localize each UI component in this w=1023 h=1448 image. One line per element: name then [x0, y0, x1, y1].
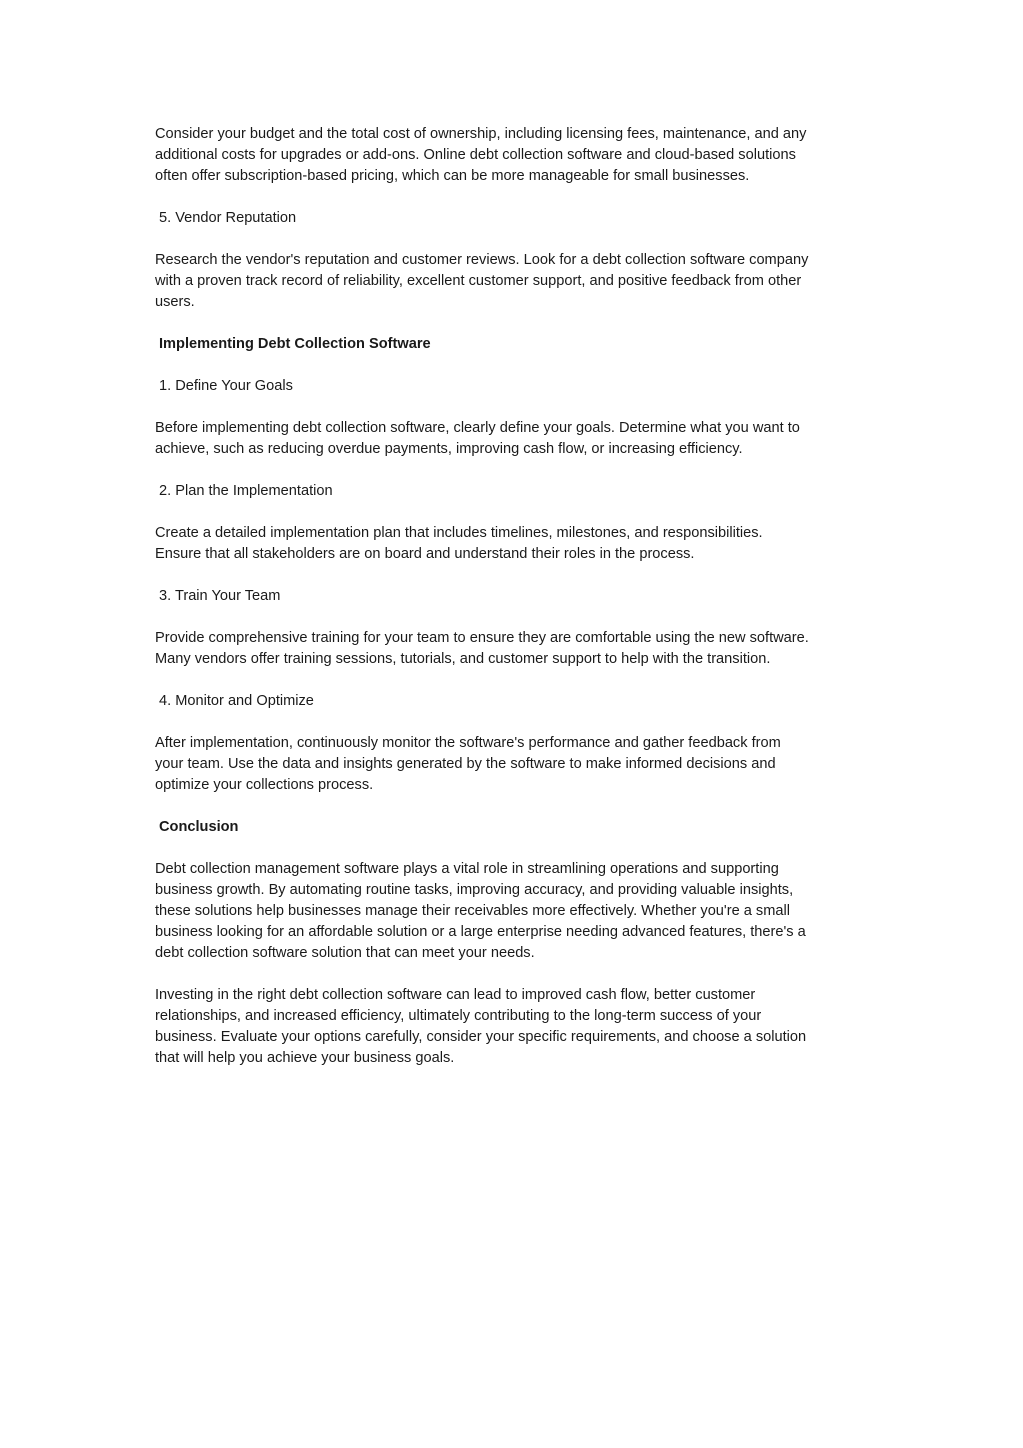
text-line: additional costs for upgrades or add-ons. Online debt collection software and cloud-based solutions	[155, 147, 796, 163]
text-line: Provide comprehensive training for your team to ensure they are comfortable using the new software.	[155, 630, 809, 646]
text-line: Consider your budget and the total cost of ownership, including licensing fees, maintenance, and any	[155, 126, 807, 142]
conclusion-paragraph-1	[155, 859, 885, 964]
budget-paragraph	[155, 124, 885, 187]
text-line: debt collection software solution that can meet your needs.	[155, 945, 535, 961]
text-line: business growth. By automating routine tasks, improving accuracy, and providing valuable insights,	[155, 882, 794, 898]
define-goals-title: 1. Define Your Goals	[159, 378, 293, 394]
text-line: Ensure that all stakeholders are on board and understand their roles in the process.	[155, 546, 695, 562]
text-line: Many vendors offer training sessions, tutorials, and customer support to help with the transition.	[155, 651, 771, 667]
text-line: business looking for an affordable solution or a large enterprise needing advanced features, there's a	[155, 924, 806, 940]
text-line: Create a detailed implementation plan that includes timelines, milestones, and responsibilities.	[155, 525, 763, 541]
text-line: users.	[155, 294, 195, 310]
text-line: achieve, such as reducing overdue payments, improving cash flow, or increasing efficiency.	[155, 441, 743, 457]
implementing-heading: Implementing Debt Collection Software	[159, 336, 431, 352]
monitor-title: 4. Monitor and Optimize	[159, 693, 314, 709]
text-line: relationships, and increased efficiency, ultimately contributing to the long-term success of your	[155, 1008, 762, 1024]
text-line: that will help you achieve your business goals.	[155, 1050, 455, 1066]
conclusion-heading: Conclusion	[159, 819, 239, 835]
document-body	[155, 124, 885, 1090]
text-line: business. Evaluate your options carefully, consider your specific requirements, and choose a solution	[155, 1029, 807, 1045]
text-line: Research the vendor's reputation and customer reviews. Look for a debt collection software company	[155, 252, 809, 268]
vendor-reputation-title: 5. Vendor Reputation	[159, 210, 297, 226]
vendor-reputation-paragraph	[155, 250, 885, 313]
plan-paragraph	[155, 523, 885, 565]
text-line: Investing in the right debt collection software can lead to improved cash flow, better customer	[155, 987, 756, 1003]
define-goals-paragraph	[155, 418, 885, 460]
train-paragraph	[155, 628, 885, 670]
text-line: Before implementing debt collection software, clearly define your goals. Determine what you want to	[155, 420, 800, 436]
text-line: After implementation, continuously monitor the software's performance and gather feedback from	[155, 735, 781, 751]
text-line: optimize your collections process.	[155, 777, 374, 793]
train-title: 3. Train Your Team	[159, 588, 281, 604]
plan-title: 2. Plan the Implementation	[159, 483, 333, 499]
text-line: often offer subscription-based pricing, which can be more manageable for small businesses.	[155, 168, 750, 184]
text-line: these solutions help businesses manage their receivables more effectively. Whether you're a small	[155, 903, 790, 919]
text-line: Debt collection management software plays a vital role in streamlining operations and supporting	[155, 861, 779, 877]
text-line: with a proven track record of reliability, excellent customer support, and positive feedback from other	[155, 273, 802, 289]
text-line: your team. Use the data and insights generated by the software to make informed decisions and	[155, 756, 776, 772]
monitor-paragraph	[155, 733, 885, 796]
conclusion-paragraph-2	[155, 985, 885, 1069]
